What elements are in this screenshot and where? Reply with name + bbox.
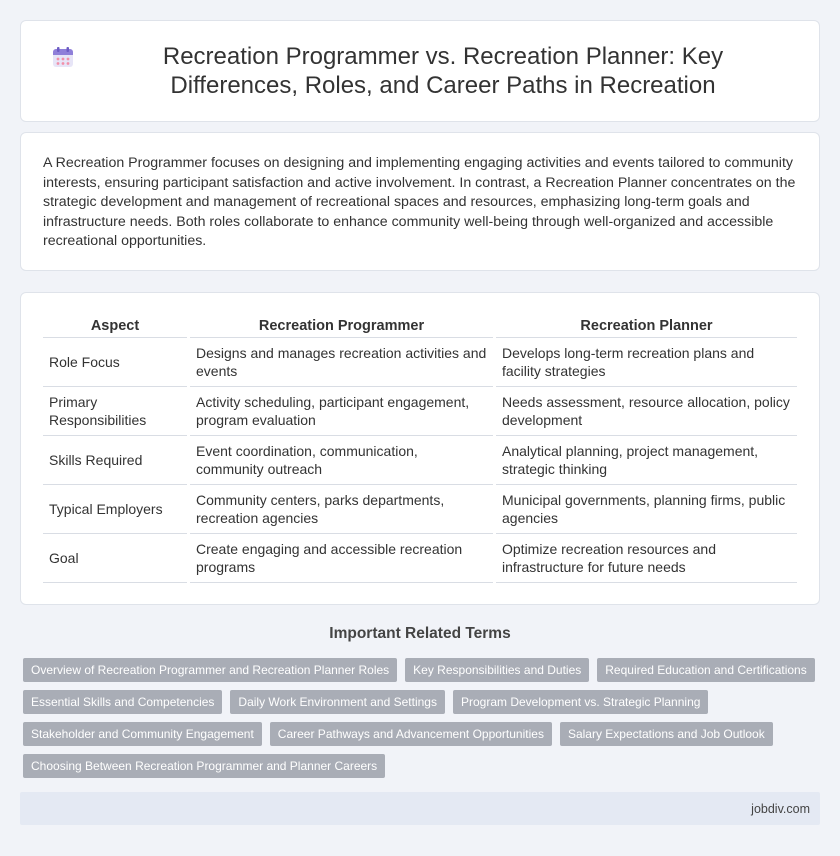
header-planner: Recreation Planner bbox=[496, 313, 797, 338]
related-term-tag[interactable]: Essential Skills and Competencies bbox=[23, 690, 222, 714]
table-row bbox=[43, 387, 797, 436]
related-term-tag[interactable]: Overview of Recreation Programmer and Recreation Planner Roles bbox=[23, 658, 397, 682]
row-planner: Optimize recreation resources and infrastructure for future needs bbox=[496, 534, 797, 583]
row-aspect: Role Focus bbox=[43, 338, 187, 387]
header-programmer: Recreation Programmer bbox=[190, 313, 493, 338]
comparison-card bbox=[20, 292, 820, 605]
related-terms-list bbox=[23, 658, 823, 778]
row-aspect: Skills Required bbox=[43, 436, 187, 485]
title-card bbox=[20, 20, 820, 122]
title-wrap bbox=[21, 21, 819, 121]
row-programmer: Event coordination, communication, community outreach bbox=[190, 436, 493, 485]
footer bbox=[20, 792, 820, 825]
related-terms-heading: Important Related Terms bbox=[329, 625, 511, 642]
row-programmer: Community centers, parks departments, recreation agencies bbox=[190, 485, 493, 534]
related-term-tag[interactable]: Daily Work Environment and Settings bbox=[230, 690, 445, 714]
intro-paragraph: A Recreation Programmer focuses on designing and implementing engaging activities and events tailored to community interests, ensuring participant satisfaction and active involvement. In contrast, a Recreation Planner concentrates on the strategic development and management of recreational spaces and resources, emphasizing long-term goals and infrastructure needs. Both roles collaborate to enhance community well-being through well-organized and accessible recreational opportunities. bbox=[43, 155, 796, 249]
table-row bbox=[43, 436, 797, 485]
row-programmer: Create engaging and accessible recreation programs bbox=[190, 534, 493, 583]
table-row bbox=[43, 338, 797, 387]
row-aspect: Goal bbox=[43, 534, 187, 583]
related-term-tag[interactable]: Key Responsibilities and Duties bbox=[405, 658, 589, 682]
row-planner: Needs assessment, resource allocation, policy development bbox=[496, 387, 797, 436]
related-term-tag[interactable]: Choosing Between Recreation Programmer and Planner Careers bbox=[23, 754, 385, 778]
related-term-tag[interactable]: Program Development vs. Strategic Planning bbox=[453, 690, 708, 714]
intro-card bbox=[20, 132, 820, 271]
page-title: Recreation Programmer vs. Recreation Planner: Key Differences, Roles, and Career Paths in Recreation bbox=[162, 43, 724, 99]
footer-site-link[interactable]: jobdiv.com bbox=[751, 801, 810, 816]
row-aspect: Primary Responsibilities bbox=[43, 387, 187, 436]
related-term-tag[interactable]: Salary Expectations and Job Outlook bbox=[560, 722, 773, 746]
related-term-tag[interactable]: Required Education and Certifications bbox=[597, 658, 814, 682]
row-planner: Municipal governments, planning firms, public agencies bbox=[496, 485, 797, 534]
calendar-icon bbox=[51, 45, 75, 69]
table-row bbox=[43, 485, 797, 534]
row-planner: Develops long-term recreation plans and facility strategies bbox=[496, 338, 797, 387]
header-aspect: Aspect bbox=[43, 313, 187, 338]
row-planner: Analytical planning, project management, strategic thinking bbox=[496, 436, 797, 485]
related-term-tag[interactable]: Stakeholder and Community Engagement bbox=[23, 722, 262, 746]
row-aspect: Typical Employers bbox=[43, 485, 187, 534]
row-programmer: Activity scheduling, participant engagement, program evaluation bbox=[190, 387, 493, 436]
comparison-table bbox=[40, 313, 800, 583]
related-term-tag[interactable]: Career Pathways and Advancement Opportunities bbox=[270, 722, 552, 746]
row-programmer: Designs and manages recreation activities and events bbox=[190, 338, 493, 387]
table-header-row bbox=[43, 313, 797, 338]
table-row bbox=[43, 534, 797, 583]
